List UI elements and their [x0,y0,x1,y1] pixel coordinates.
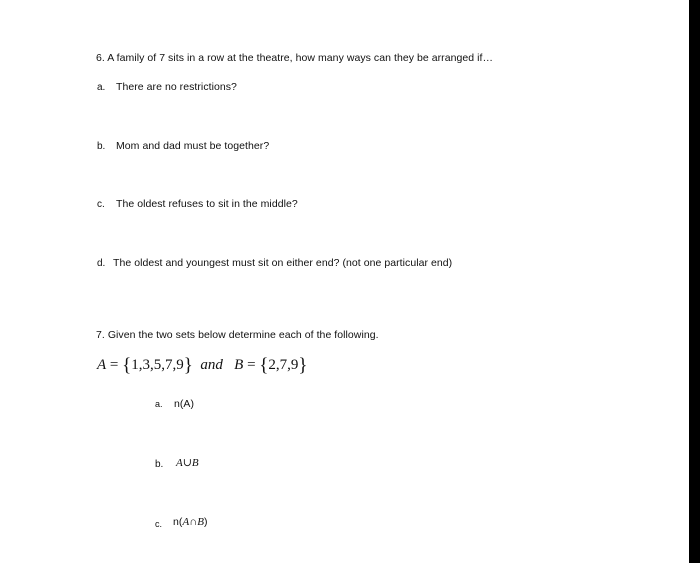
set-definitions: A = {1,3,5,7,9} and B = {2,7,9} [97,355,308,376]
set-connector: and [200,357,223,373]
q7-part-c-label: c. [155,519,163,529]
q6-part-a-text: There are no restrictions? [116,81,237,93]
set-a-elements: 1,3,5,7,9 [131,357,184,373]
q6-part-b-label: b. [97,141,106,152]
set-a-name: A [97,357,107,373]
q7-part-c-suffix: ) [203,516,208,528]
q7-part-c-expr: A∩B [182,516,204,528]
q7-part-b-label: b. [155,459,164,470]
q6-part-c-text: The oldest refuses to sit in the middle? [116,198,298,210]
q7-part-a-text: n(A) [174,398,195,410]
q7-part-a-label: a. [155,399,163,409]
q6-part-d-text: The oldest and youngest must sit on either end? (not one particular end) [113,257,453,269]
set-b-name: B [234,357,244,373]
question-7-heading: 7. Given the two sets below determine each of the following. [96,329,379,341]
q7-part-b-expr: A∪B [176,457,199,469]
q7-part-c-prefix: n( [173,516,183,528]
q6-part-d-label: d. [97,258,106,269]
set-b-elements: 2,7,9 [268,357,299,373]
question-6-heading: 6. A family of 7 sits in a row at the theatre, how many ways can they be arranged if… [96,52,494,64]
q6-part-b-text: Mom and dad must be together? [116,140,270,152]
q7-part-c-expression [173,516,208,528]
q6-part-c-label: c. [97,199,105,210]
q6-part-a-label: a. [97,82,106,93]
